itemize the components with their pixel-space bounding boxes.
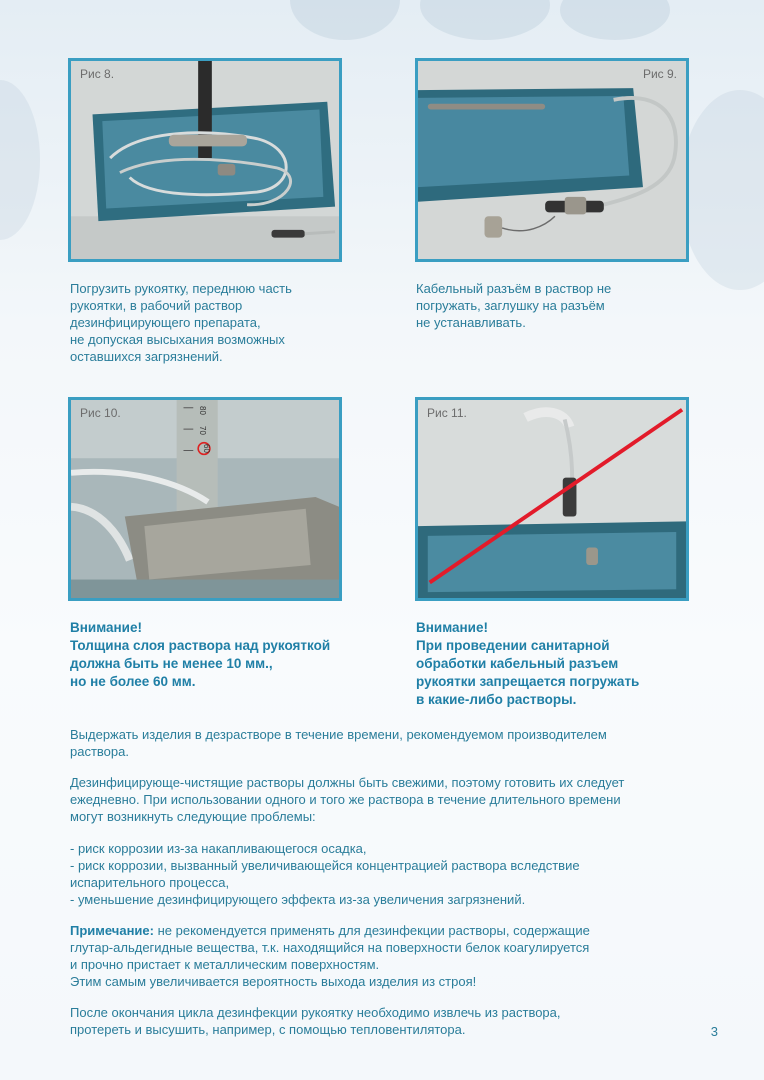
figure-8-caption: Погрузить рукоятку, переднюю часть рукоятки, в рабочий раствор дезинфицирующего препарата, не допуская высыхания возможных оставшихся загрязнений. — [70, 281, 292, 364]
background-decoration — [560, 0, 670, 40]
note-paragraph — [70, 922, 730, 990]
body-paragraph-1 — [70, 726, 730, 760]
text-line: Дезинфицирующе-чистящие растворы должны быть свежими, поэтому готовить их следует — [70, 775, 625, 790]
figure-label: Рис 11. — [427, 406, 467, 420]
warning-line: обработки кабельный разъем — [416, 656, 619, 671]
text-line: раствора. — [70, 744, 129, 759]
background-decoration — [420, 0, 550, 40]
warning-title: Внимание! — [416, 620, 488, 635]
warning-line: должна быть не менее 10 мм., — [70, 656, 273, 671]
figure-11-photo — [418, 400, 686, 598]
warning-fig11 — [416, 619, 639, 709]
figure-9-photo — [418, 61, 686, 259]
ruler-tick: 60 — [202, 444, 211, 453]
text-line: могут возникнуть следующие проблемы: — [70, 809, 316, 824]
figure-label: Рис 10. — [80, 406, 121, 420]
figure-9 — [415, 58, 689, 262]
text-line: и прочно пристает к металлическим поверхностям. — [70, 957, 380, 972]
warning-title: Внимание! — [70, 620, 142, 635]
note-text: не рекомендуется применять для дезинфекции растворы, содержащие — [153, 923, 590, 938]
text-line: Выдержать изделия в дезрастворе в течение времени, рекомендуемом производителем — [70, 727, 607, 742]
list-item: - риск коррозии, вызванный увеличивающейся концентрацией раствора вследствие — [70, 858, 580, 873]
list-item: - риск коррозии из-за накапливающегося осадка, — [70, 841, 367, 856]
warning-line: Толщина слоя раствора над рукояткой — [70, 638, 331, 653]
text-line: глутар-альдегидные вещества, т.к. находящийся на поверхности белок коагулируется — [70, 940, 590, 955]
background-decoration — [680, 90, 764, 290]
warning-line: рукоятки запрещается погружать — [416, 674, 640, 689]
note-label: Примечание: — [70, 923, 154, 938]
warning-line: но не более 60 мм. — [70, 674, 196, 689]
text-line: Этим самым увеличивается вероятность выхода изделия из строя! — [70, 974, 477, 989]
list-item: - уменьшение дезинфицирующего эффекта из-за увеличения загрязнений. — [70, 892, 526, 907]
text-line: протереть и высушить, например, с помощью тепловентилятора. — [70, 1022, 466, 1037]
ruler-tick: 80 — [198, 406, 207, 415]
figure-11 — [415, 397, 689, 601]
figure-label: Рис 8. — [80, 67, 115, 81]
text-line: ежедневно. При использовании одного и того же раствора в течение длительного времени — [70, 792, 621, 807]
body-paragraph-2 — [70, 774, 730, 825]
figure-8 — [68, 58, 342, 262]
figure-10 — [68, 397, 342, 601]
background-decoration — [0, 80, 40, 240]
warning-fig10 — [70, 619, 330, 691]
background-decoration — [290, 0, 400, 40]
figure-8-photo — [71, 61, 339, 259]
list-item: испарительного процесса, — [70, 875, 230, 890]
warning-line: При проведении санитарной — [416, 638, 610, 653]
problems-list — [70, 840, 730, 908]
figure-label: Рис 9. — [642, 67, 677, 81]
warning-line: в какие-либо растворы. — [416, 692, 577, 707]
body-paragraph-4 — [70, 1004, 730, 1038]
text-line: После окончания цикла дезинфекции рукоятку необходимо извлечь из раствора, — [70, 1005, 561, 1020]
page-number: 3 — [710, 1024, 718, 1039]
ruler-tick: 70 — [198, 426, 207, 435]
figure-9-caption: Кабельный разъём в раствор не погружать, заглушку на разъём не устанавливать. — [416, 281, 612, 330]
